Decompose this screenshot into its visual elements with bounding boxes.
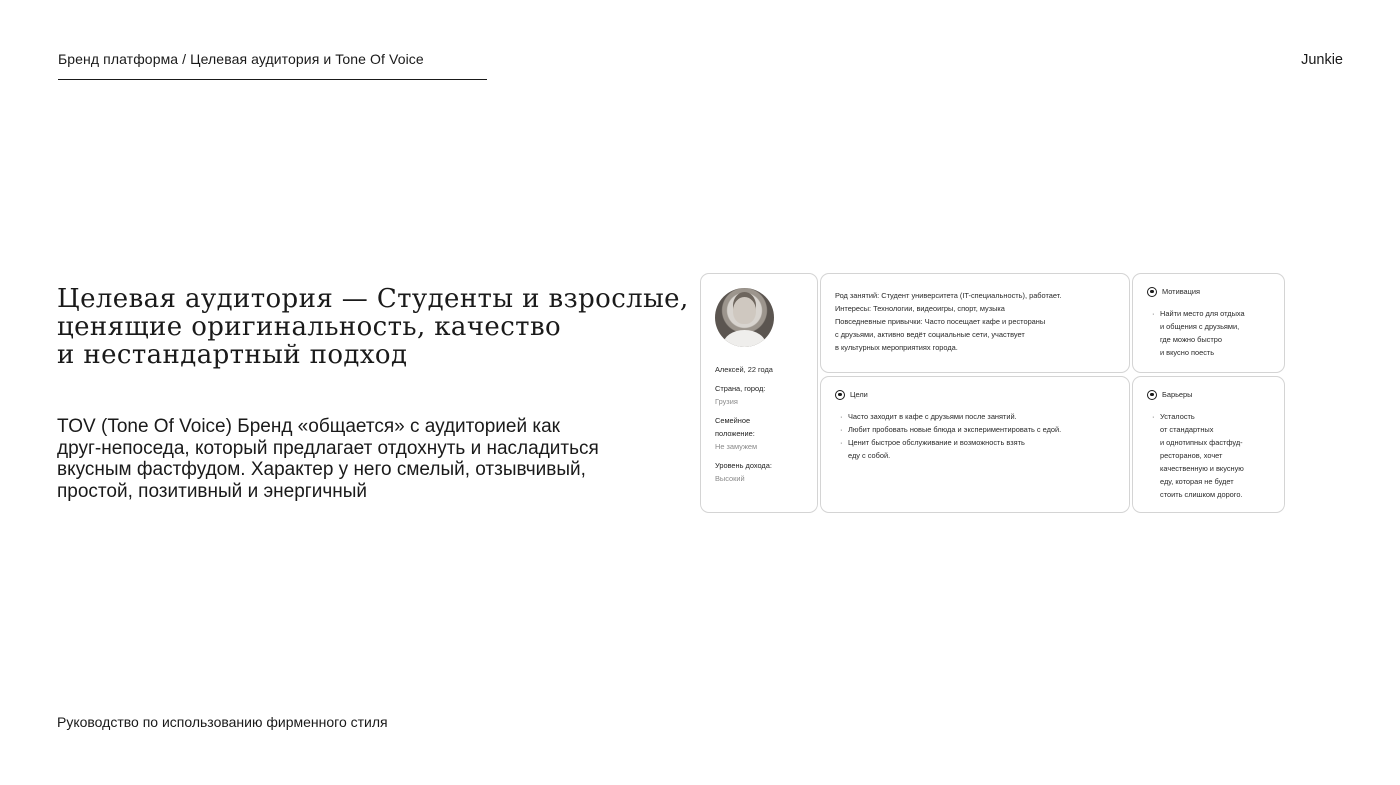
- barriers-list: [1147, 410, 1270, 501]
- family-label: положение:: [715, 429, 755, 438]
- headline: [57, 284, 689, 370]
- motivation-line: и общения с друзьями,: [1160, 322, 1240, 331]
- motivation-title: Мотивация: [1162, 287, 1201, 296]
- barrier-line: еду, которая не будет: [1160, 477, 1234, 486]
- motivation-line: и вкусно поесть: [1160, 348, 1215, 357]
- headline-line: и нестандартный подход: [57, 340, 408, 370]
- persona-about-card: [820, 273, 1130, 373]
- target-icon: [1147, 390, 1157, 400]
- barrier-line: качественную и вкусную: [1160, 464, 1244, 473]
- barrier-line: · Усталость: [1147, 410, 1270, 423]
- about-line: в культурных мероприятиях города.: [835, 343, 958, 352]
- goals-card: [820, 376, 1130, 513]
- avatar: [715, 288, 774, 347]
- tov-line: TOV (Tone Of Voice) Бренд «общается» с аудиторией как: [57, 416, 560, 437]
- footer-text: Руководство по использованию фирменного стиля: [57, 714, 388, 730]
- barrier-line: стоить слишком дорого.: [1160, 490, 1243, 499]
- persona-profile-card: [700, 273, 818, 513]
- brand-name: Junkie: [1301, 52, 1343, 68]
- country-label: Страна, город:: [715, 384, 766, 393]
- motivation-header: [1147, 285, 1270, 298]
- headline-line: Целевая аудитория — Студенты и взрослые,: [57, 284, 689, 314]
- goals-list: [835, 410, 1115, 462]
- target-icon: [835, 390, 845, 400]
- motivation-card: [1132, 273, 1285, 373]
- persona-name: Алексей, 22 года: [715, 365, 773, 374]
- income-value: Высокий: [715, 474, 745, 483]
- barrier-line: и однотипных фастфуд-: [1160, 438, 1243, 447]
- barriers-header: [1147, 388, 1270, 401]
- goal-item: еду с собой.: [848, 451, 891, 460]
- about-line: Интересы: Технологии, видеоигры, спорт, музыка: [835, 304, 1005, 313]
- goals-title: Цели: [850, 390, 868, 399]
- about-line: Повседневные привычки: Часто посещает кафе и рестораны: [835, 317, 1046, 326]
- tov-line: друг-непоседа, который предлагает отдохнуть и насладиться: [57, 437, 599, 459]
- motivation-line: где можно быстро: [1160, 335, 1222, 344]
- barrier-line: от стандартных: [1160, 425, 1214, 434]
- barriers-title: Барьеры: [1162, 390, 1193, 399]
- barriers-card: [1132, 376, 1285, 513]
- goal-item: · Любит пробовать новые блюда и экспериментировать с едой.: [835, 423, 1115, 436]
- family-value: Не замужем: [715, 442, 758, 451]
- barrier-line: ресторанов, хочет: [1160, 451, 1223, 460]
- headline-line: ценящие оригинальность, качество: [57, 312, 562, 342]
- family-label: Семейное: [715, 416, 751, 425]
- motivation-list: [1147, 307, 1270, 359]
- goals-header: [835, 388, 1115, 401]
- tov-line: вкусным фастфудом. Характер у него смелый, отзывчивый,: [57, 459, 586, 480]
- motivation-line: · Найти место для отдыха: [1147, 307, 1270, 320]
- country-value: Грузия: [715, 397, 738, 406]
- breadcrumb: Бренд платформа / Целевая аудитория и Tone Of Voice: [58, 51, 487, 80]
- income-label: Уровень дохода:: [715, 461, 772, 470]
- target-icon: [1147, 287, 1157, 297]
- tov-line: простой, позитивный и энергичный: [57, 480, 367, 502]
- goal-item: · Ценит быстрое обслуживание и возможность взять: [835, 436, 1115, 449]
- about-line: с друзьями, активно ведёт социальные сети, участвует: [835, 330, 1025, 339]
- tov-description: [57, 416, 637, 502]
- goal-item: · Часто заходит в кафе с друзьями после занятий.: [835, 410, 1115, 423]
- about-line: Род занятий: Студент университета (IT-специальность), работает.: [835, 291, 1062, 300]
